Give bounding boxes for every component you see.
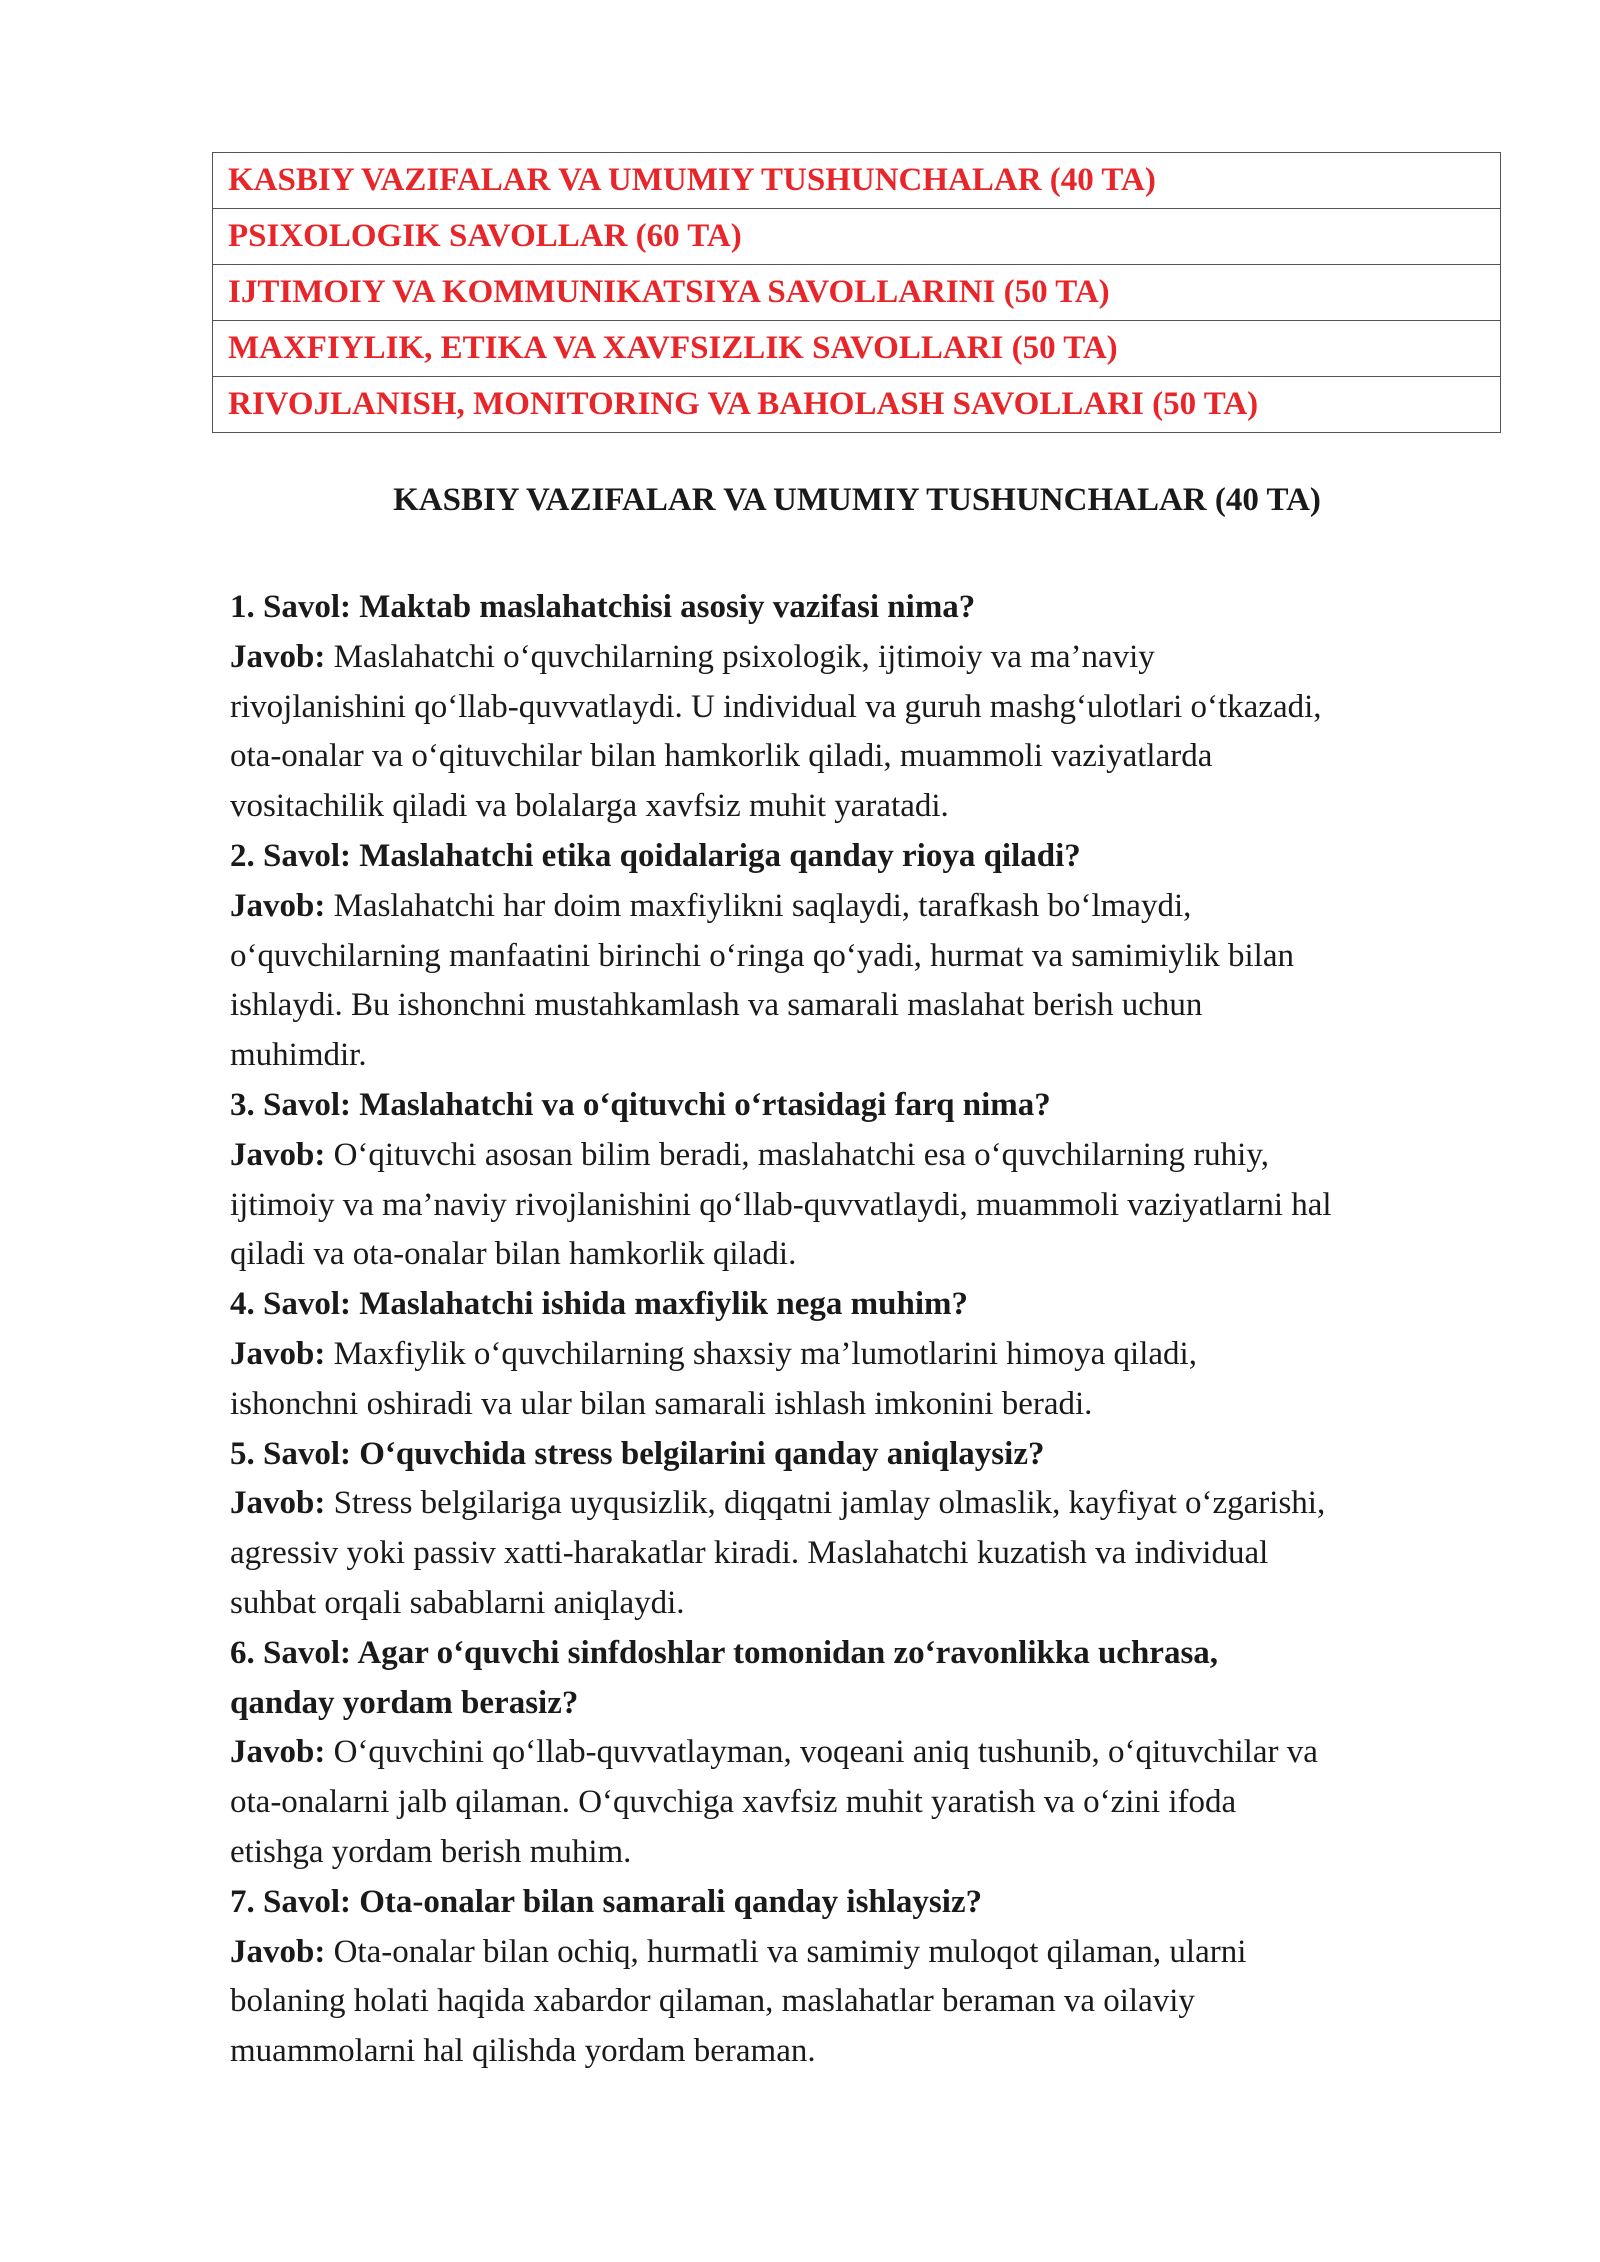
- toc-row: [213, 321, 1501, 377]
- question-4: 4. Savol: Maslahatchi ishida maxfiylik nega muhim?: [230, 1286, 969, 1323]
- answer-6-line-1: [230, 1728, 1530, 1778]
- toc-row: [213, 209, 1501, 265]
- toc-row: [213, 265, 1501, 321]
- answer-4-line-1: [230, 1330, 1530, 1380]
- answer-5-line-3: suhbat orqali sabablarni aniqlaydi.: [230, 1584, 685, 1621]
- answer-6-line-2: ota-onalarni jalb qilaman. O‘quvchiga xavfsiz muhit yaratish va o‘zini ifoda: [230, 1784, 1237, 1821]
- answer-label: Javob:: [230, 1734, 326, 1771]
- toc-item-ijtimoiy-kommunikatsiya: IJTIMOIY VA KOMMUNIKATSIYA SAVOLLARINI (50 TA): [213, 265, 1501, 321]
- answer-1-line-2: rivojlanishini qo‘llab-quvvatlaydi. U individual va guruh mashg‘ulotlari o‘tkazadi,: [230, 688, 1322, 725]
- answer-label: Javob:: [230, 1933, 326, 1970]
- qa-list: [230, 583, 1530, 2077]
- answer-text: O‘quvchini qo‘llab-quvvatlayman, voqeani aniq tushunib, o‘qituvchilar va: [325, 1734, 1318, 1771]
- answer-1-line-3: ota-onalar va o‘qituvchilar bilan hamkorlik qiladi, muammoli vaziyatlarda: [230, 738, 1213, 775]
- answer-label: Javob:: [230, 1485, 326, 1522]
- answer-text: Maslahatchi o‘quvchilarning psixologik, ijtimoiy va ma’naviy: [325, 638, 1155, 675]
- answer-7-line-3: muammolarni hal qilishda yordam beraman.: [230, 2033, 816, 2070]
- answer-text: Maxfiylik o‘quvchilarning shaxsiy ma’lumotlarini himoya qiladi,: [325, 1335, 1197, 1372]
- answer-3-line-2: ijtimoiy va ma’naviy rivojlanishini qo‘llab-quvvatlaydi, muammoli vaziyatlarni hal: [230, 1186, 1332, 1223]
- question-6-line-2: qanday yordam berasiz?: [230, 1684, 579, 1721]
- answer-3-line-1: [230, 1131, 1530, 1181]
- answer-2-line-3: ishlaydi. Bu ishonchni mustahkamlash va samarali maslahat berish uchun: [230, 987, 1203, 1024]
- answer-5-line-1: [230, 1479, 1530, 1529]
- answer-7-line-1: [230, 1928, 1530, 1978]
- answer-2-line-2: o‘quvchilarning manfaatini birinchi o‘ringa qo‘yadi, hurmat va samimiylik bilan: [230, 937, 1294, 974]
- answer-2-line-1: [230, 882, 1530, 932]
- answer-2-line-4: muhimdir.: [230, 1037, 367, 1074]
- answer-1-line-1: [230, 633, 1530, 683]
- answer-7-line-2: bolaning holati haqida xabardor qilaman, maslahatlar beraman va oilaviy: [230, 1983, 1195, 2020]
- answer-text: Maslahatchi har doim maxfiylikni saqlaydi, tarafkash bo‘lmaydi,: [325, 887, 1192, 924]
- question-5: 5. Savol: O‘quvchida stress belgilarini qanday aniqlaysiz?: [230, 1435, 1045, 1472]
- answer-5-line-2: agressiv yoki passiv xatti-harakatlar kiradi. Maslahatchi kuzatish va individual: [230, 1535, 1269, 1572]
- question-7: 7. Savol: Ota-onalar bilan samarali qanday ishlaysiz?: [230, 1883, 983, 1920]
- answer-1-line-4: vositachilik qiladi va bolalarga xavfsiz muhit yaratadi.: [230, 788, 949, 825]
- toc-item-kasbiy-vazifalar: KASBIY VAZIFALAR VA UMUMIY TUSHUNCHALAR (40 TA): [213, 153, 1501, 209]
- question-1: 1. Savol: Maktab maslahatchisi asosiy vazifasi nima?: [230, 589, 976, 625]
- toc-item-rivojlanish-monitoring: RIVOJLANISH, MONITORING VA BAHOLASH SAVOLLARI (50 TA): [213, 377, 1501, 433]
- question-2: 2. Savol: Maslahatchi etika qoidalariga qanday rioya qiladi?: [230, 837, 1081, 874]
- toc-item-maxfiylik-etika: MAXFIYLIK, ETIKA VA XAVFSIZLIK SAVOLLARI (50 TA): [213, 321, 1501, 377]
- table-of-contents: [212, 152, 1501, 433]
- question-6-line-1: 6. Savol: Agar o‘quvchi sinfdoshlar tomonidan zo‘ravonlikka uchrasa,: [230, 1634, 1219, 1671]
- answer-label: Javob:: [230, 638, 326, 675]
- answer-text: O‘qituvchi asosan bilim beradi, maslahatchi esa o‘quvchilarning ruhiy,: [325, 1136, 1269, 1173]
- toc-item-psixologik-savollar: PSIXOLOGIK SAVOLLAR (60 TA): [213, 209, 1501, 265]
- answer-label: Javob:: [230, 887, 326, 924]
- answer-label: Javob:: [230, 1136, 326, 1173]
- answer-3-line-3: qiladi va ota-onalar bilan hamkorlik qiladi.: [230, 1236, 797, 1273]
- answer-6-line-3: etishga yordam berish muhim.: [230, 1833, 632, 1870]
- section-title: KASBIY VAZIFALAR VA UMUMIY TUSHUNCHALAR (40 TA): [393, 482, 1321, 518]
- answer-label: Javob:: [230, 1335, 326, 1372]
- toc-row: [213, 153, 1501, 209]
- toc-row: [213, 377, 1501, 433]
- answer-text: Stress belgilariga uyqusizlik, diqqatni jamlay olmaslik, kayfiyat o‘zgarishi,: [325, 1485, 1326, 1522]
- answer-text: Ota-onalar bilan ochiq, hurmatli va samimiy muloqot qilaman, ularni: [325, 1933, 1247, 1970]
- question-3: 3. Savol: Maslahatchi va o‘qituvchi o‘rtasidagi farq nima?: [230, 1086, 1051, 1123]
- answer-4-line-2: ishonchni oshiradi va ular bilan samarali ishlash imkonini beradi.: [230, 1385, 1093, 1422]
